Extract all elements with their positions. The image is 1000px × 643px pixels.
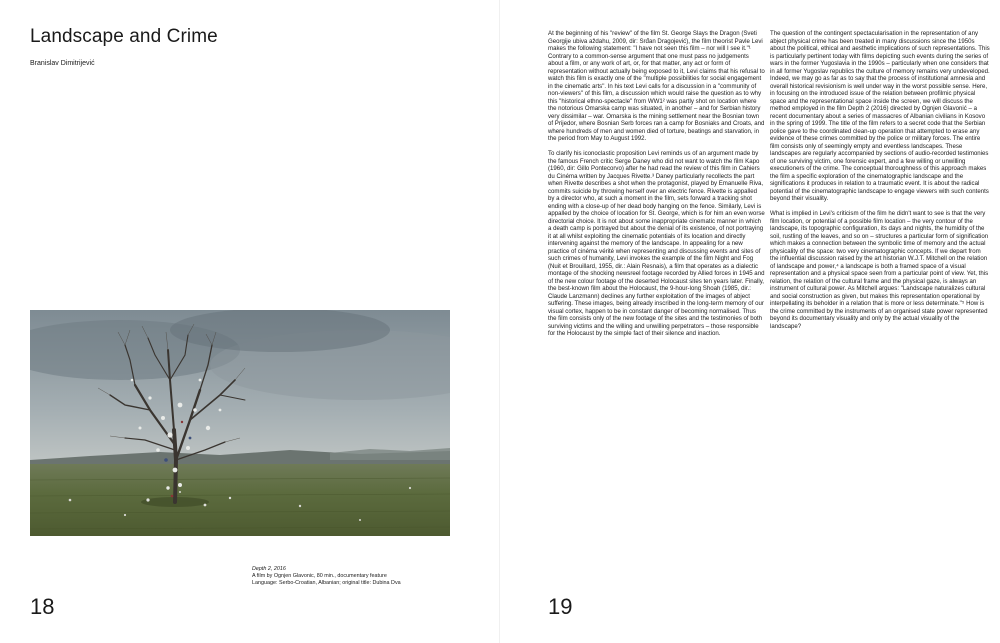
caption-film-title: Depth 2, 2016	[252, 566, 286, 572]
page-number-left: 18	[30, 594, 55, 619]
caption-film-language: Language: Serbo-Croatian, Albanian; original title: Dubina Dva	[252, 580, 401, 586]
landscape-photo	[30, 310, 450, 536]
right-page	[500, 0, 1000, 643]
landscape-photo-icon	[30, 310, 450, 536]
text-column-1	[548, 30, 765, 550]
text-column-2	[770, 30, 990, 550]
paragraph: The question of the contingent spectacularisation in the representation of any abject physical crime has been treated in many discussions since the 1950s about the political, ethical and aesthetic implications of such representations. This is particularly pertinent today with films depicting such events during the series of wars in the former Yugoslavia in the 1990s – particularly when one considers that in all former Yugoslav republics the culture of memory remains very undeveloped. Indeed, we may go as far as to say that the process of institutional amnesia and overall historical revisionism is well under way in the worst possible sense. Here, in focusing on the introduced issue of the relation between profilmic physical space and the representational space inside the screen, we will discuss the method employed in the film Depth 2 (2016) directed by Ognjen Glavonić – a recent documentary about a series of massacres of Albanian civilians in Kosovo in the spring of 1999. The title of the film refers to a secret code that the Serbian police gave to the coordinated clean-up operation that attempted to erase any evidence of these crimes committed by the police or military forces. The entire film consists only of seemingly empty and eventless landscapes. These landscapes are regularly accompanied by sections of audio-recorded testimonies of one surviving victim, one forensic expert, and a few willing or unwilling executioners of the crime. The conceptual thoroughness of this approach makes the film a specific exploration of the cinematographic landscape and the significations it produces in relation to a traumatic event. It is about the radical potential of the cinematographic landscape to engage viewers with such contents beyond their visuality.	[770, 30, 990, 202]
caption-film-credits: A film by Ognjen Glavonic, 80 min., documentary feature	[252, 573, 387, 579]
article-author: Branislav Dimitrijević	[30, 60, 95, 67]
article-title: Landscape and Crime	[30, 26, 218, 47]
paragraph: At the beginning of his "review" of the film St. George Slays the Dragon (Sveti Georgije ubiva aždahu, 2009, dir: Srđan Dragojević), the film theorist Pavle Levi makes the following statement: "I have not seen this film – nor will I see it."¹ Contrary to a common-sense argument that one must pass no judgements about a film, or any work of art, or, for that matter, any act or form of representation without actually being exposed to it, Levi claims that his refusal to watch this film is exactly one of the "multiple possibilities for social engagement in the cinematic arts". In his text Levi calls for a discussion in a "community of non-viewers" of this film, a discussion which would raise the question as to why this "historical ethno-spectacle" from WW1² was partly shot on location where the notorious Omarska camp was situated, in another – and for Serbian history very dissimilar – war. Omarska is the mining settlement near the Bosnian town of Prijedor, where Bosnian Serb forces ran a camp for Bosniaks and Croats, and where hundreds of men and women died of torture, beatings and starvation, in the period from May to August 1992.	[548, 30, 765, 142]
photo-caption	[252, 566, 492, 587]
paragraph: To clarify his iconoclastic proposition Levi reminds us of an argument made by the famous French critic Serge Daney who did not want to watch the film Kapo (1960, dir: Gillo Pontecorvo) after he had read the review of this film in Cahiers du Cinéma written by Jacques Rivette.³ Daney particularly recollects the part when Rivette describes a shot when the protagonist, played by Emanuelle Riva, commits suicide by throwing herself over an electric fence. Rivette is appalled by a director who, at such a moment in the film, sets forward a tracking shot ending with a close-up of her dead body hanging on the fence. Similarly, Levi is appalled by the choice of location for St. George, which is for him an even worse directorial choice. It is not about some inappropriate cinematic manner in which a death camp is portrayed but about the denial of its existence, of not portraying it at all whilst exploiting the cinematic potentials of its location and directly intervening against the memory of the landscape. In appealing for a new practice of cinéma vérité when representing and discussing events and sites of such crimes of humanity, Levi invokes the example of the film Night and Fog (Nuit et Brouillard, 1955, dir.: Alain Resnais), a film that operates as a dialectic montage of the shocking newsreel footage recorded by Allied forces in 1945 and of the new colour footage of the deserted Holocaust sites ten years later. Finally, the best-known film about the Holocaust, the 9-hour-long Shoah (1985, dir.: Claude Lanzmann) declines any further exploitation of the images of abject suffering. These images, being already inscribed in the long-term memory of our visual cortex, happen to be in constant danger of becoming normalised. Thus the film consists only of the new footage of the sites and the testimonies of both surviving victims and the willing and unwilling perpetrators – those responsible for the Holocaust by the simple fact of their silence and inaction.	[548, 150, 765, 337]
page-number-right: 19	[548, 594, 573, 619]
paragraph: What is implied in Levi's criticism of the film he didn't want to see is that the very film location, or potential of a possible film location – the very contour of the landscape, its topographic configuration, its days and nights, the humidity of the soil, rustling of the leaves, and so on – structures a particular form of signification which makes a connection between the symbolic time of memory and the actual physicality of the space: two very cinematographic concepts. If we depart from the influential discussion raised by the art historian W.J.T. Mitchell on the relation of landscape and power,⁴ a landscape is both a framed space of a visual representation and a physical space seen from a particular point of view. Yet, this relation, the relation of the cultural frame and the physical gaze, is always an instrument of cultural power. As Mitchell argues: "Landscape naturalizes cultural and social construction as given, but makes this representation operational by interpellating its beholder in a relation that is more or less determinate."⁵ How is the crime committed by the instruments of an organised state power represented beyond its documentary visuality and only by the actual visuality of the landscape?	[770, 210, 989, 330]
